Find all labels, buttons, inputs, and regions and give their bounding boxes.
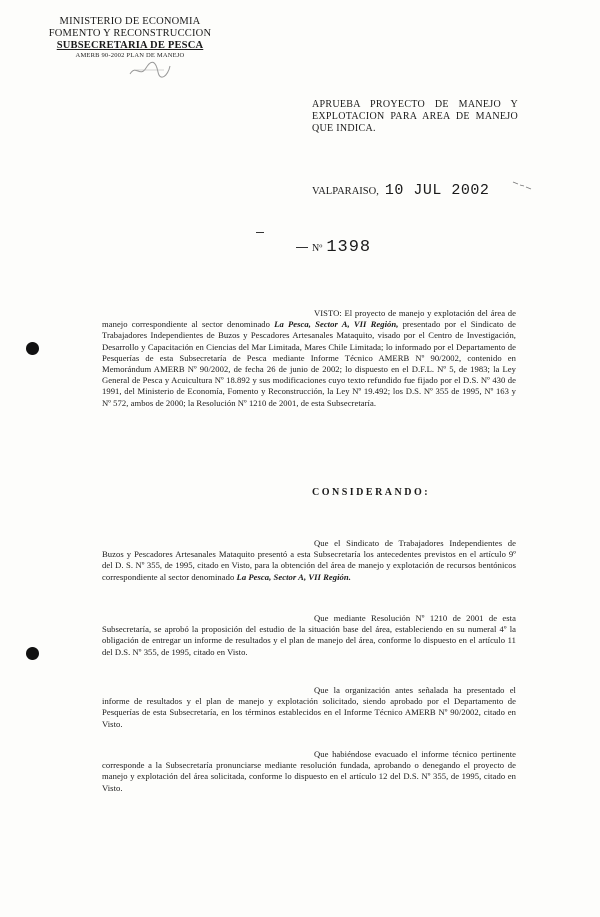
punch-hole-top xyxy=(26,342,39,355)
document-code: AMERB 90-2002 PLAN DE MANEJO xyxy=(75,52,185,59)
visto-lead: VISTO: El proyecto de manejo y explotación del área de manejo correspondiente al sector denominado xyxy=(102,308,516,330)
number-label: Nº xyxy=(312,243,323,254)
visto-rest: presentado por el Sindicato de Trabajadores Independientes de Buzos y Pescadores Artesanales Mataquito, visado por el Centro de Investigación, Desarrollo y Capacitación en Ciencias del Mar Limitada, Mares Chile Limitada; lo informado por el Departamento de Pesquerías de esta Subsecretaría de Pesca mediante Informe Técnico AMERB Nº 90/2002, contenido en Memorándum AMERB Nº 90/2002, de fecha 26 de junio de 2002; lo dispuesto en el D.F.L. Nº 5, de 1983; la Ley General de Pesca y Acuicultura Nº 18.892 y sus modificaciones cuyo texto refundido fue fijado por el D.S. Nº 430 de 1991, del Ministerio de Economía, Fomento y Reconstrucción, la Ley Nº 19.492; los D.S. Nº 355 de 1995, Nº 163 y Nº 572, ambos de 2000; la Resolución Nº 1210 de 2001, de esta Subsecretaría. xyxy=(102,319,516,408)
subsecretaria-name: SUBSECRETARIA DE PESCA xyxy=(56,40,204,51)
visto-sector: La Pesca, Sector A, VII Región, xyxy=(274,319,399,330)
place-name: VALPARAISO, xyxy=(312,186,379,197)
ministry-header xyxy=(44,16,216,60)
considerando-1 xyxy=(102,538,516,583)
punch-hole-bottom xyxy=(26,647,39,660)
number-dash xyxy=(296,247,308,248)
resolution-number-line xyxy=(296,238,371,257)
margin-dash xyxy=(256,232,264,233)
considerando-2: Que mediante Resolución Nº 1210 de 2001 de esta Subsecretaría, se aprobó la proposición del estudio de la situación base del área, estableciendo en su numeral 4º la obligación de entregar un informe de resultados y el plan de manejo del área, conforme lo dispuesto en el artículo 11 del D.S. Nº 355, de 1995, citado en Visto. xyxy=(102,613,516,657)
date-stamp: 10 JUL 2002 xyxy=(384,182,490,199)
place-and-date xyxy=(312,182,489,199)
mark-squiggle-icon xyxy=(512,178,532,190)
considerando-1-sector: La Pesca, Sector A, VII Región. xyxy=(236,571,351,582)
visto-paragraph xyxy=(102,308,516,409)
signature-scribble-icon xyxy=(128,60,172,80)
considerando-3: Que la organización antes señalada ha presentado el informe de resultados y el plan de manejo y explotación solicitado, siendo aprobado por el Departamento de Pesquerías de esta Subsecretaría, en los términos establecidos en el Informe Técnico AMERB Nº 90/2002, citado en Visto. xyxy=(102,685,516,729)
ministry-subname: FOMENTO Y RECONSTRUCCION xyxy=(48,28,212,39)
resolution-number: 1398 xyxy=(326,238,372,257)
considerando-heading: CONSIDERANDO: xyxy=(312,487,431,498)
ministry-name: MINISTERIO DE ECONOMIA xyxy=(59,16,201,27)
considerando-4: Que habiéndose evacuado el informe técnico pertinente corresponde a la Subsecretaría pronunciarse mediante resolución fundada, aprobando o denegando el proyecto de manejo y explotación del área solicitada, conforme lo dispuesto en el artículo 12 del D.S. Nº 355, de 1995, citado en Visto. xyxy=(102,749,516,793)
considerando-1-lead: Que el Sindicato de Trabajadores Independientes de Buzos y Pescadores Artesanales Mataquito presentó a esta Subsecretaría los antecedentes previstos en el artículo 9º del D. S. Nº 355, de 1995, citado en Visto, para la obtención del área de manejo y explotación de recursos bentónicos correspondiente al sector denominado xyxy=(102,538,516,582)
resolution-title: APRUEBA PROYECTO DE MANEJO Y EXPLOTACION PARA AREA DE MANEJO QUE INDICA. xyxy=(312,99,518,134)
